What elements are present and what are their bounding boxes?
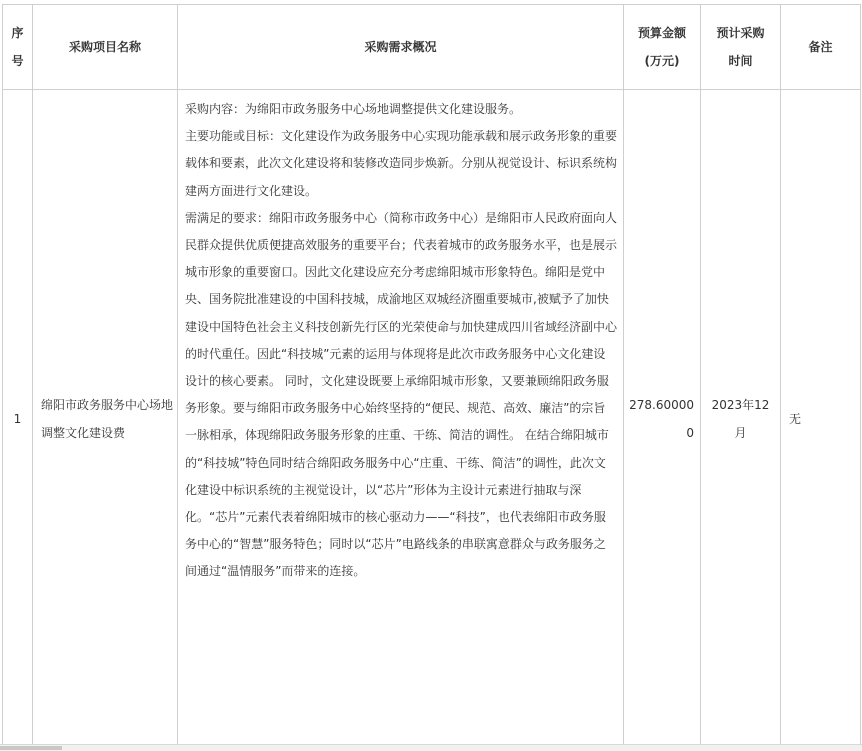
- row-budget: 278.600000: [624, 90, 701, 748]
- row-overview: [178, 90, 624, 748]
- overview-paragraph: 主要功能或目标：文化建设作为政务服务中心实现功能承载和展示政务形象的重要载体和要素，此次文化建设将和装修改造同步焕新。分别从视觉设计、标识系统构建两方面进行文化建设。: [185, 129, 618, 198]
- row-remark: 无: [781, 90, 861, 748]
- row-no: 1: [3, 90, 33, 748]
- overview-paragraph: 采购内容：为绵阳市政务服务中心场地调整提供文化建设服务。: [185, 102, 522, 116]
- header-time: 预计采购时间: [701, 5, 781, 90]
- overview-paragraph: 需满足的要求：绵阳市政务服务中心（简称市政务中心）是绵阳市人民政府面向人民群众提供优质便捷高效服务的重要平台；代表着城市的政务服务水平，也是展示城市形象的重要窗口。因此文化建设应充分考虑绵阳城市形象特色。绵阳是党中央、国务院批准建设的中国科技城，成渝地区双城经济圈重要城市,被赋予了加快建设中国特色社会主义科技创新先行区的光荣使命与加快建成四川省域经济副中心的时代重任。因此“科技城”元素的运用与体现将是此次市政务服务中心文化建设设计的核心要素。 同时，文化建设既要上承绵阳城市形象，又要兼顾绵阳政务服务形象。要与绵阳市政务服务中心始终坚持的“便民、规范、高效、廉洁”的宗旨一脉相承，体现绵阳政务服务形象的庄重、干练、简洁的调性。 在结合绵阳城市的“科技城”特色同时结合绵阳政务服务中心“庄重、干练、简洁”的调性，此次文化建设中标识系统的主视觉设计，以“芯片”形体为主设计元素进行抽取与深化。“芯片”元素代表着绵阳城市的核心驱动力——“科技”，也代表绵阳市政务服务中心的“智慧”服务特色；同时以“芯片”电路线条的串联寓意群众与政务服务之间通过“温情服务”而带来的连接。: [185, 210, 618, 579]
- header-no: 序号: [3, 5, 33, 90]
- procurement-table: [2, 4, 861, 748]
- table-row: [3, 90, 861, 748]
- row-time: 2023年12月: [701, 90, 781, 748]
- header-budget: 预算金额(万元): [624, 5, 701, 90]
- header-project-name: 采购项目名称: [33, 5, 178, 90]
- header-remark: 备注: [781, 5, 861, 90]
- header-overview: 采购需求概况: [178, 5, 624, 90]
- header-row: [3, 5, 861, 90]
- scrollbar-thumb[interactable]: [0, 746, 62, 750]
- row-project-name: 绵阳市政务服务中心场地调整文化建设费: [33, 90, 178, 748]
